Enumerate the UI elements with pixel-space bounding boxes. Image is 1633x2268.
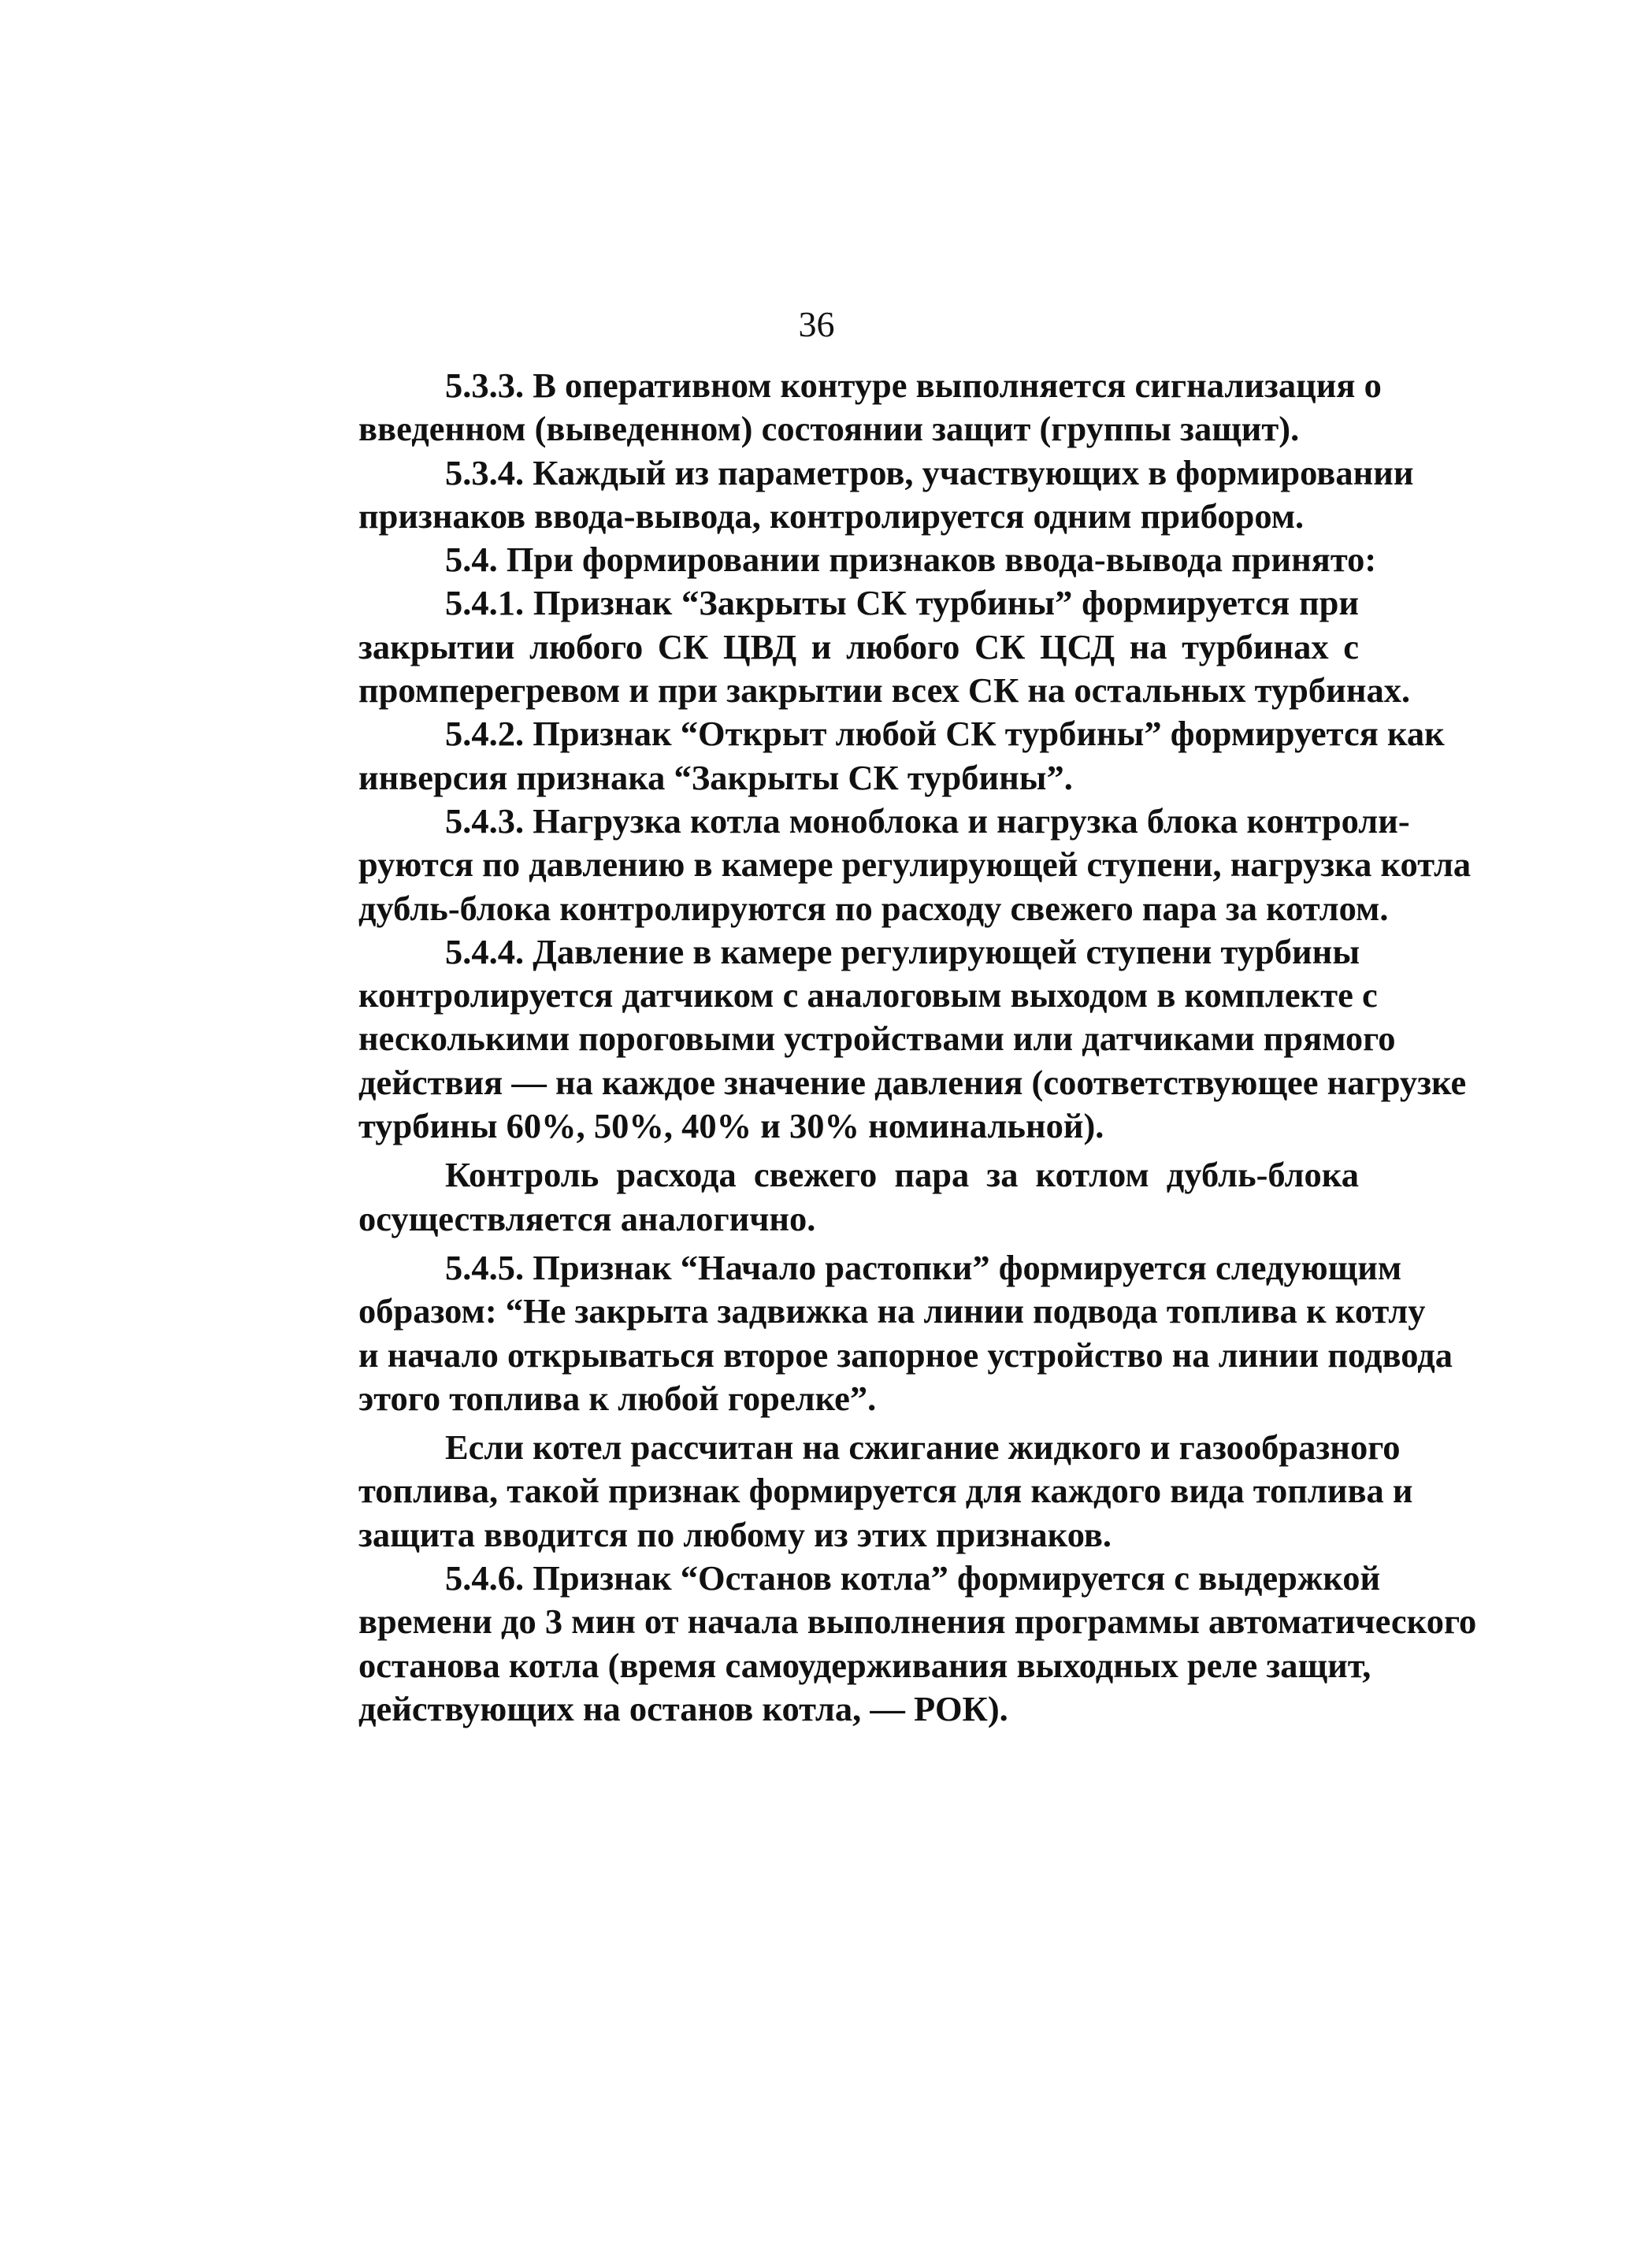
text-line: 5.3.4. Каждый из параметров, участвующих в формировании <box>445 452 1414 492</box>
paragraph-5-4-2 <box>358 712 1445 800</box>
page-number: 36 <box>798 304 835 344</box>
text-line: промперегревом и при закрытии всех СК на остальных турбинах. <box>358 670 1411 711</box>
text-line: Если котел рассчитан на сжигание жидкого и газообразного <box>445 1427 1401 1468</box>
text-line: 5.4.5. Признак “Начало растопки” формируется следующим <box>445 1247 1402 1287</box>
paragraph-5-3-3 <box>358 364 1382 451</box>
text-line: останова котла (время самоудерживания выходных реле защит, <box>358 1645 1371 1685</box>
text-line: турбины 60%, 50%, 40% и 30% номинальной). <box>358 1106 1104 1146</box>
text-line: руются по давлению в камере регулирующей ступени, нагрузка котла <box>358 844 1472 885</box>
text-line: действия — на каждое значение давления (соответствующее нагрузке <box>358 1062 1467 1102</box>
paragraph-5-4-5 <box>358 1246 1453 1420</box>
text-line: 5.4.3. Нагрузка котла моноблока и нагрузка блока контроли- <box>445 800 1410 841</box>
text-line: 5.4. При формировании признаков ввода-вывода принято: <box>445 540 1377 580</box>
paragraph-steam-flow-control <box>358 1153 1359 1241</box>
text-line: признаков ввода-вывода, контролируется одним прибором. <box>358 496 1305 536</box>
paragraph-5-4-6 <box>358 1557 1477 1731</box>
text-line: 5.3.3. В оперативном контуре выполняется сигнализация о <box>445 366 1382 405</box>
paragraph-5-4-1 <box>358 581 1411 712</box>
text-line: действующих на останов котла, — РОК). <box>358 1688 1008 1728</box>
text-line: времени до 3 мин от начала выполнения программы автоматического <box>358 1602 1477 1642</box>
text-line: защита вводится по любому из этих признаков. <box>358 1514 1112 1554</box>
text-line: Контроль расхода свежего пара за котлом дубль-блока <box>445 1155 1359 1195</box>
paragraph-5-4-3 <box>358 800 1472 930</box>
text-line: дубль-блока контролируются по расходу свежего пара за котлом. <box>358 888 1389 928</box>
text-line: 5.4.1. Признак “Закрыты СК турбины” формируется при <box>445 583 1359 623</box>
text-line: 5.4.2. Признак “Открыт любой СК турбины” формируется как <box>445 714 1445 754</box>
paragraph-fuel-types <box>358 1426 1413 1557</box>
text-line: закрытии любого СК ЦВД и любого СК ЦСД на турбинах с <box>358 626 1359 666</box>
body-text <box>358 364 1477 1731</box>
text-line: введенном (выведенном) состоянии защит (группы защит). <box>358 409 1300 449</box>
text-line: образом: “Не закрыта задвижка на линии подвода топлива к котлу <box>358 1291 1426 1331</box>
text-line: 5.4.4. Давление в камере регулирующей ступени турбины <box>445 931 1360 971</box>
text-line: и начало открываться второе запорное устройство на линии подвода <box>358 1334 1453 1375</box>
text-line: этого топлива к любой горелке”. <box>358 1378 877 1418</box>
text-line: топлива, такой признак формируется для каждого вида топлива и <box>358 1471 1413 1511</box>
text-line: 5.4.6. Признак “Останов котла” формируется с выдержкой <box>445 1558 1381 1598</box>
text-line: контролируется датчиком с аналоговым выходом в комплекте с <box>358 975 1378 1015</box>
paragraph-5-4 <box>358 538 1377 581</box>
text-line: несколькими пороговыми устройствами или датчиками прямого <box>358 1019 1396 1059</box>
text-line: инверсия признака “Закрыты СК турбины”. <box>358 757 1073 797</box>
paragraph-5-4-4 <box>358 930 1467 1148</box>
text-line: осуществляется аналогично. <box>358 1198 816 1238</box>
paragraph-5-3-4 <box>358 451 1414 539</box>
